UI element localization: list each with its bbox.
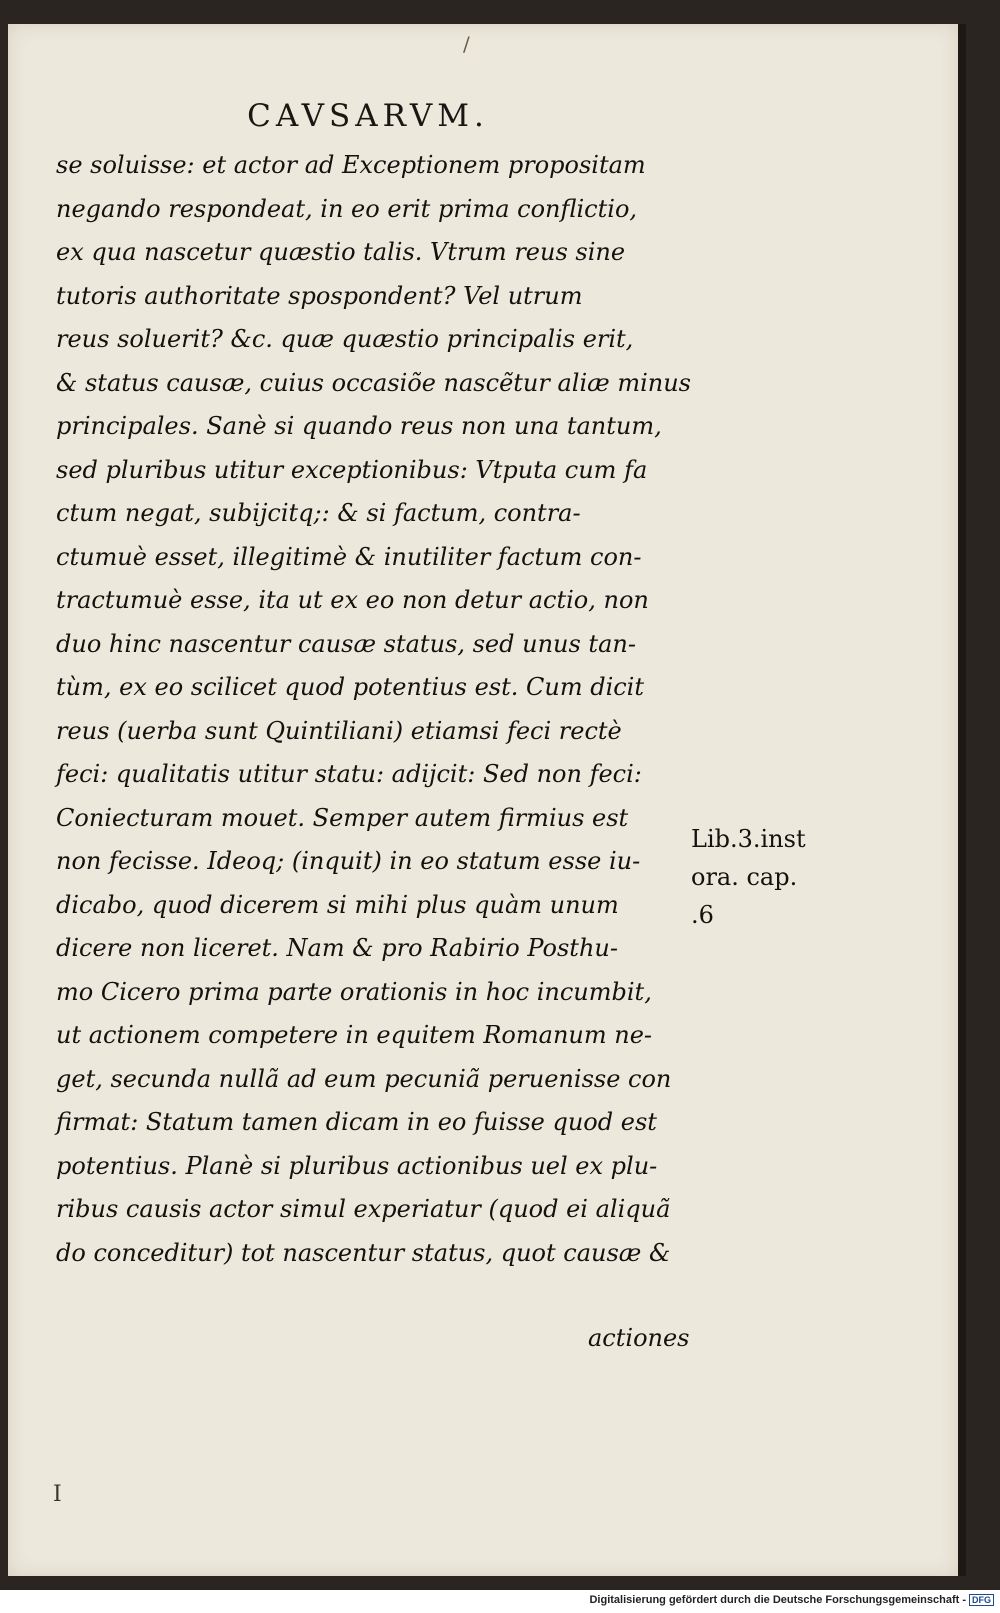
- text-line: ctum negat, subijcitq;: & si factum, contra-: [56, 499, 581, 527]
- text-line: reus (uerba sunt Quintiliani) etiamsi feci rectè: [56, 716, 622, 745]
- margin-note: [691, 820, 806, 934]
- digitization-footer: [589, 1594, 994, 1606]
- text-line: non fecisse. Ideoq; (inquit) in eo statum esse iu-: [56, 847, 641, 875]
- text-line: ribus causis actor simul experiatur (quod ei aliquã: [56, 1195, 671, 1223]
- text-line: Coniecturam mouet. Semper autem firmius est: [56, 803, 629, 832]
- margin-note-line: Lib.3.inst: [691, 825, 806, 853]
- text-line: firmat: Statum tamen dicam in eo fuisse quod est: [56, 1108, 657, 1136]
- footer-text: Digitalisierung gefördert durch die Deutsche Forschungsgemeinschaft -: [589, 1594, 966, 1606]
- running-header: CAVSARVM.: [247, 98, 489, 134]
- text-line: potentius. Planè si pluribus actionibus uel ex plu-: [56, 1151, 658, 1180]
- text-line: reus soluerit? &c. quæ quæstio principalis erit,: [56, 325, 634, 353]
- text-line: se soluisse: et actor ad Exceptionem propositam: [56, 151, 646, 179]
- text-line: do conceditur) tot nascentur status, quot causæ &: [56, 1238, 671, 1267]
- text-line: sed pluribus utitur exceptionibus: Vtputa cum fa: [56, 455, 648, 484]
- text-line: tractumuè esse, ita ut ex eo non detur actio, non: [56, 586, 649, 614]
- body-text: [56, 144, 696, 1275]
- text-line: negando respondeat, in eo erit prima conflictio,: [56, 194, 638, 223]
- dfg-logo-icon: DFG: [969, 1594, 994, 1606]
- text-line: tùm, ex eo scilicet quod potentius est. Cum dicit: [56, 673, 644, 701]
- text-line: duo hinc nascentur causæ status, sed unus tan-: [56, 629, 636, 658]
- text-line: principales. Sanè si quando reus non una tantum,: [56, 412, 662, 440]
- text-line: & status causæ, cuius occasiõe nascẽtur aliæ minus: [56, 368, 691, 397]
- text-line: get, secunda nullã ad eum pecuniã peruenisse con: [56, 1064, 672, 1093]
- book-page: [8, 24, 966, 1576]
- top-mark: /: [463, 32, 470, 56]
- text-line: tutoris authoritate spospondent? Vel utrum: [56, 281, 583, 310]
- text-line: ex qua nascetur quæstio talis. Vtrum reus sine: [56, 238, 626, 266]
- margin-note-line: .6: [691, 901, 714, 929]
- text-line: dicabo, quod dicerem si mihi plus quàm unum: [56, 890, 619, 919]
- page-mark: I: [53, 1482, 62, 1507]
- text-line: dicere non liceret. Nam & pro Rabirio Posthu-: [56, 934, 618, 962]
- text-line: mo Cicero prima parte orationis in hoc incumbit,: [56, 977, 652, 1006]
- margin-note-line: ora. cap.: [691, 863, 798, 891]
- catchword: actiones: [588, 1324, 690, 1352]
- text-line: feci: qualitatis utitur statu: adijcit: Sed non feci:: [56, 760, 642, 788]
- text-line: ut actionem competere in equitem Romanum ne-: [56, 1021, 653, 1049]
- text-line: ctumuè esset, illegitimè & inutiliter factum con-: [56, 542, 642, 571]
